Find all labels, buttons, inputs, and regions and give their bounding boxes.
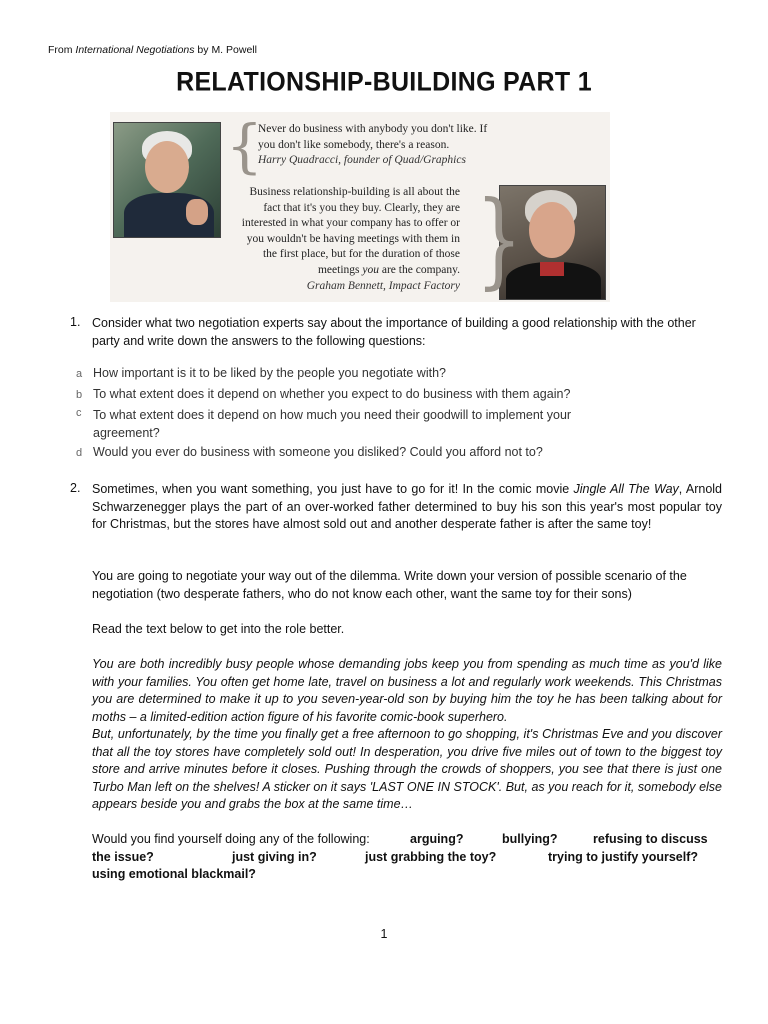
option-bullying: bullying? [502,832,558,846]
quote-text: Business relationship-building is all about the fact that it's you they buy. Clearly, they are interested in what your company has to offer or you wouldn't be having meetings with them in the first place, but for the duration of those meetings [241,186,460,276]
question-a [76,366,446,380]
quote-attribution: Harry Quadracci, founder of Quad/Graphics [258,154,466,167]
question-text: To what extent does it depend on how much you need their goodwill to implement your agreement? [93,408,572,440]
option-refusing-line2: the issue? [92,849,154,864]
option-giving-in: just giving in? [232,849,317,864]
item-number-2: 2. [70,481,81,495]
question-letter: b [76,389,83,401]
option-refusing-text [593,831,723,849]
question-text: To what extent does it depend on whether you expect to do business with them again? [93,387,571,401]
question-b [76,387,570,401]
quote-attribution: Graham Bennett, Impact Factory [306,279,460,292]
option-arguing: arguing? [410,832,464,846]
source-prefix: From [48,44,76,56]
source-line [48,44,257,56]
question-letter: c [76,407,82,419]
quote-quadracci [258,122,498,169]
final-question: Would you find yourself doing any of the following: [92,832,370,846]
story-paragraph-2: But, unfortunately, by the time you finally get a free afternoon to go shopping, it's Christmas Eve and you discover that all the toy stores have completely sold out! In desperation, you drive five miles out of town to the biggest toy store and arrive minutes before it closes. Pushing through the crowds of shoppers, you see that there is just one Turbo Man left on the shelves! A sticker on it says 'LAST ONE IN STOCK'. But, as you reach for it, somebody else appears beside you and grabs the box at the same time… [92,727,722,811]
option-blackmail: using emotional blackmail? [92,867,256,881]
quote-bennett [230,185,460,294]
page-title: RELATIONSHIP-BUILDING PART 1 [176,66,592,98]
option-refusing-line1: refusing to discuss [593,832,708,846]
option-grabbing: just grabbing the toy? [365,849,497,864]
photo-harry-quadracci [113,122,221,238]
option-justify: trying to justify yourself? [548,849,699,864]
role-story [92,656,722,814]
quote-emphasis: you [362,263,379,276]
behaviour-question [92,831,722,891]
question-c [76,407,616,442]
item2-task: You are going to negotiate your way out of the dilemma. Write down your version of possible scenario of the negotiation (two desperate fathers, who do not know each other, want the same toy for their sons) [92,569,687,601]
item2-read-prompt: Read the text below to get into the role better. [92,622,345,636]
question-text: Would you ever do business with someone you disliked? Could you afford not to? [93,445,543,459]
item1-instructions: Consider what two negotiation experts say about the importance of building a good relationship with the other party and write down the answers to the following questions: [92,316,696,348]
brace-right-icon: } [475,178,523,300]
page-number: 1 [380,927,388,941]
intro-text: Sometimes, when you want something, you just have to go for it! In the comic movie [92,482,574,496]
source-author: by M. Powell [194,44,257,56]
intro-text-end: , Arnold Schwarzenegger plays the part of an over-worked father determined to buy his son this year's most popular toy for Christmas, but the stores have almost sold out and another desperate father is after the same toy! [92,482,722,531]
question-letter: d [76,447,83,459]
movie-title: Jingle All The Way [573,482,679,496]
brace-left-icon: { [226,112,263,180]
story-paragraph-1: You are both incredibly busy people whose demanding jobs keep you from spending as much time as you'd like with your families. You often get home late, travel on business a lot and regularly work weekends. This Christmas you are determined to make it up to you seven-year-old son by buying him the toy he has been talking about for moths – a limited-edition action figure of his favorite comic-book superhero. [92,657,722,724]
question-letter: a [76,368,83,380]
item-number-1: 1. [70,315,81,329]
question-d [76,445,543,459]
question-text: How important is it to be liked by the people you negotiate with? [93,366,446,380]
quote-text-end: are the company. [379,263,460,276]
item2-intro [92,481,722,534]
quote-text: Never do business with anybody you don't like. If you don't like somebody, there's a reason. [258,123,488,151]
source-book-title: International Negotiations [75,44,195,56]
